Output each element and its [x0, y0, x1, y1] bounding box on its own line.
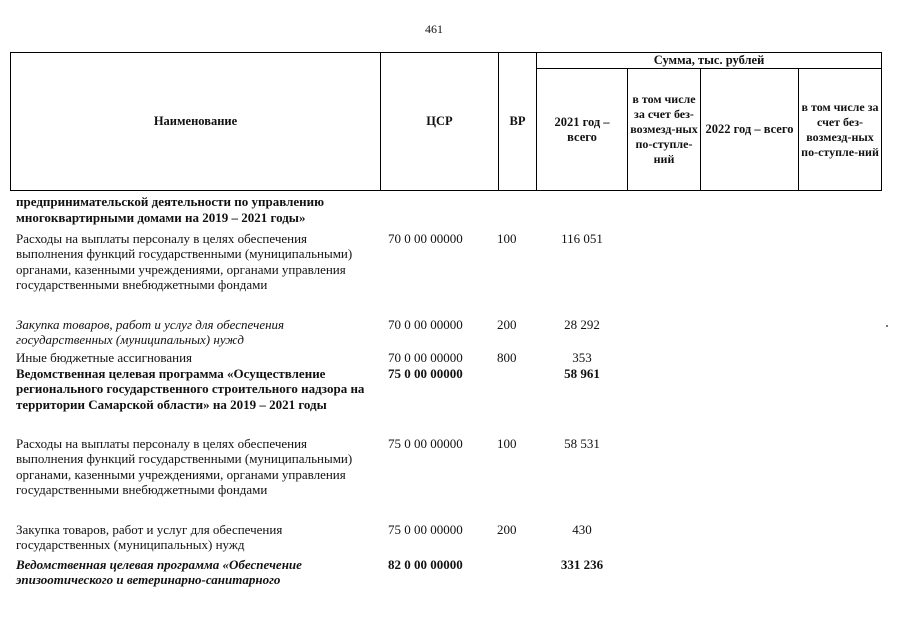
row-csr: 70 0 00 00000 [388, 231, 463, 246]
row-csr: 82 0 00 00000 [388, 557, 463, 572]
row-csr: 75 0 00 00000 [388, 522, 463, 537]
row-vr: 100 [497, 231, 517, 246]
row-name: Закупка товаров, работ и услуг для обеспечения государственных (муниципальных) нужд [16, 522, 283, 553]
header-2021-free: в том числе за счет без-возмезд-ных по-ступле-ний [628, 69, 701, 191]
row-csr: 75 0 00 00000 [388, 436, 463, 451]
header-csr: ЦСР [381, 53, 499, 191]
row-vr: 200 [497, 522, 517, 537]
row-vr: 200 [497, 317, 517, 332]
header-sum-title: Сумма, тыс. рублей [537, 53, 882, 69]
row-sum-2021: 116 051 [561, 231, 603, 246]
header-name: Наименование [11, 53, 381, 191]
row-name: Ведомственная целевая программа «Обеспечение эпизоотического и ветеринарно-санитарного [16, 557, 302, 588]
table-header [10, 52, 882, 191]
row-csr: 75 0 00 00000 [388, 366, 463, 381]
row-csr: 70 0 00 00000 [388, 350, 463, 365]
row-sum-2021: 58 961 [564, 366, 600, 381]
row-vr: 100 [497, 436, 517, 451]
header-2022-total: 2022 год – всего [701, 69, 799, 191]
row-name: Закупка товаров, работ и услуг для обеспечения государственных (муниципальных) нужд [16, 317, 285, 348]
page-number: 461 [425, 22, 443, 36]
header-vr: ВР [499, 53, 537, 191]
row-sum-2021: 28 292 [564, 317, 600, 332]
row-sum-2021: 430 [572, 522, 592, 537]
row-name: Расходы на выплаты персоналу в целях обеспечения выполнения функций государственными (муниципальными) органами, казенными учреждениями, органами управления государственными внебюджетными фондами [16, 436, 353, 498]
header-2021-total: 2021 год – всего [537, 69, 628, 191]
row-name: Иные бюджетные ассигнования [16, 350, 193, 365]
row-sum-2021: 58 531 [564, 436, 600, 451]
row-name: Ведомственная целевая программа «Осуществление регионального государственного строительного надзора на территории Самарской области» на 2019 – 2021 годы [16, 366, 365, 412]
row-name: Расходы на выплаты персоналу в целях обеспечения выполнения функций государственными (муниципальными) органами, казенными учреждениями, органами управления государственными внебюджетными фондами [16, 231, 353, 293]
row-csr: 70 0 00 00000 [388, 317, 463, 332]
row-sum-2021: 353 [572, 350, 592, 365]
scan-speck [886, 325, 888, 327]
row-vr: 800 [497, 350, 517, 365]
header-2022-free: в том числе за счет без-возмезд-ных по-ступле-ний [799, 69, 882, 191]
continued-heading: предпринимательской деятельности по управлению многоквартирными домами на 2019 – 2021 годы» [16, 194, 325, 225]
row-sum-2021: 331 236 [560, 557, 604, 572]
